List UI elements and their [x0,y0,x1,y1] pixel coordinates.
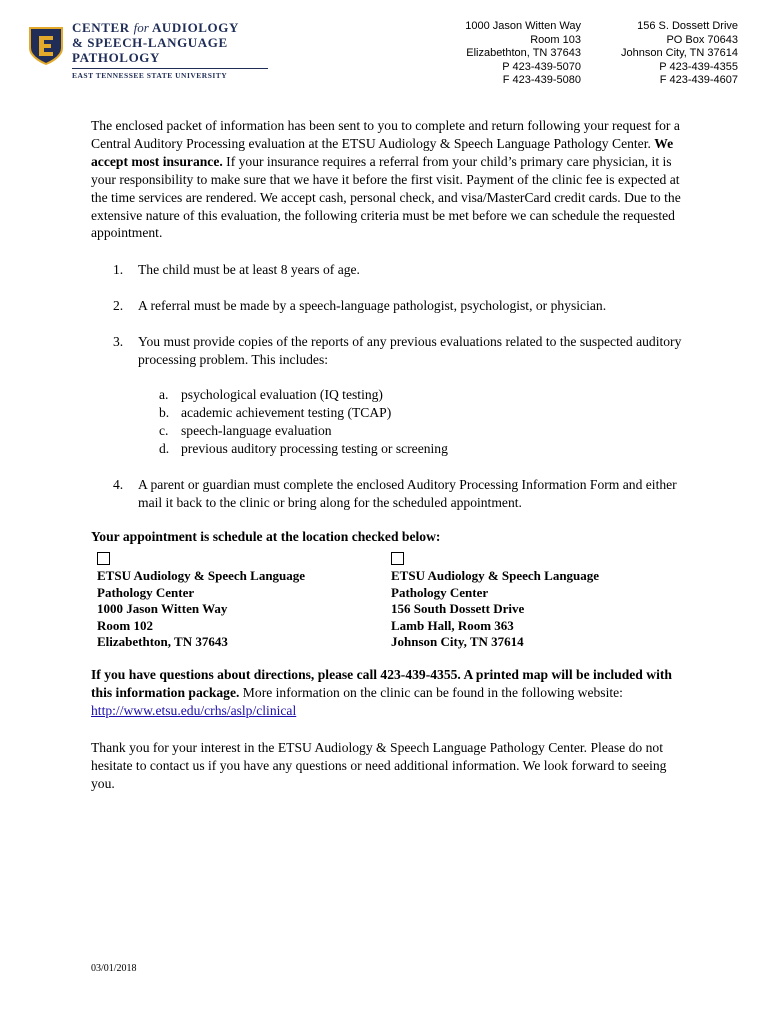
address-city: Johnson City, TN 37614 [621,47,738,60]
location-line: Pathology Center [97,584,195,600]
logo-line-1: CENTER for AUDIOLOGY [72,20,239,35]
footer-date: 03/01/2018 [91,963,137,974]
letter-body [91,117,691,793]
location-line: 156 South Dossett Drive [391,601,525,617]
list-item: c. speech-language evaluation [159,422,332,438]
address-elizabethton [465,20,581,88]
address-phone: P 423-439-4355 [659,60,738,73]
address-city: Elizabethton, TN 37643 [466,47,581,60]
address-fax: F 423-439-5080 [502,74,581,87]
location-johnson-city [391,552,599,650]
logo-line-2: & SPEECH-LANGUAGE [72,35,228,50]
list-item: d. previous auditory processing testing or screening [159,440,448,456]
location-line: Room 102 [97,617,153,633]
criteria-item: 1. The child must be at least 8 years of age. [113,262,360,278]
address-johnson-city [621,20,738,88]
etsu-shield-icon [28,26,64,66]
location-checkbox-elizabethton[interactable] [97,552,110,565]
clinic-website-link[interactable]: http://www.etsu.edu/crhs/aslp/clinical [91,703,297,719]
location-checkbox-johnson-city[interactable] [391,552,404,565]
criteria-item: 3. You must provide copies of the reports of any previous evaluations related to the suspected auditory processing problem. This includes: [113,334,682,368]
list-item: a. psychological evaluation (IQ testing) [159,386,383,402]
list-item: b. academic achievement testing (TCAP) [159,404,392,420]
appointment-heading: Your appointment is schedule at the location checked below: [91,529,441,545]
location-line: Elizabethton, TN 37643 [97,633,228,649]
location-line: ETSU Audiology & Speech Language [391,568,600,584]
intro-paragraph: The enclosed packet of information has been sent to you to complete and return following your request for a Central Auditory Processing evaluation at the ETSU Audiology & Speech Language Pathology Center. We accept most insurance. If your insurance requires a referral from your child’s primary care physician, it is your responsibility to make sure that we have it before the first visit. Payment of the clinic fee is expected at the time services are rendered. We accept cash, personal check, and visa/MasterCard credit cards. Due to the extensive nature of this evaluation, the following criteria must be met before we can schedule the requested appointment. [91,118,681,241]
etsu-logo [28,20,248,80]
criteria-item: 2. A referral must be made by a speech-language pathologist, psychologist, or physician. [113,298,607,314]
logo-university: EAST TENNESSEE STATE UNIVERSITY [72,71,228,80]
criteria-item: 4. A parent or guardian must complete the enclosed Auditory Processing Information Form and either mail it back to the clinic or bring along for the scheduled appointment. [113,476,677,510]
logo-wordmark [72,20,239,65]
address-street: 1000 Jason Witten Way [465,20,581,32]
address-room: Room 103 [530,33,581,46]
logo-line-3: PATHOLOGY [72,50,160,65]
location-line: ETSU Audiology & Speech Language [97,568,306,584]
location-line: 1000 Jason Witten Way [97,601,228,617]
location-elizabethton [97,552,305,650]
address-fax: F 423-439-4607 [659,74,738,87]
location-options [91,552,691,648]
location-line: Lamb Hall, Room 363 [391,617,514,633]
logo-divider [72,68,268,69]
closing-paragraph: Thank you for your interest in the ETSU Audiology & Speech Language Pathology Center. Please do not hesitate to contact us if you have any questions or need additional information. We look forward to seeing you. [91,740,667,791]
location-line: Pathology Center [391,584,489,600]
location-line: Johnson City, TN 37614 [391,633,524,649]
address-phone: P 423-439-5070 [502,60,581,73]
address-street: 156 S. Dossett Drive [637,20,738,32]
directions-paragraph: If you have questions about directions, please call 423-439-4355. A printed map will be included with this information package. More information on the clinic can be found in the following website: http://www.etsu.edu/crhs/aslp/clinical [91,667,672,719]
evaluation-list [91,386,691,458]
address-po-box: PO Box 70643 [666,33,738,46]
